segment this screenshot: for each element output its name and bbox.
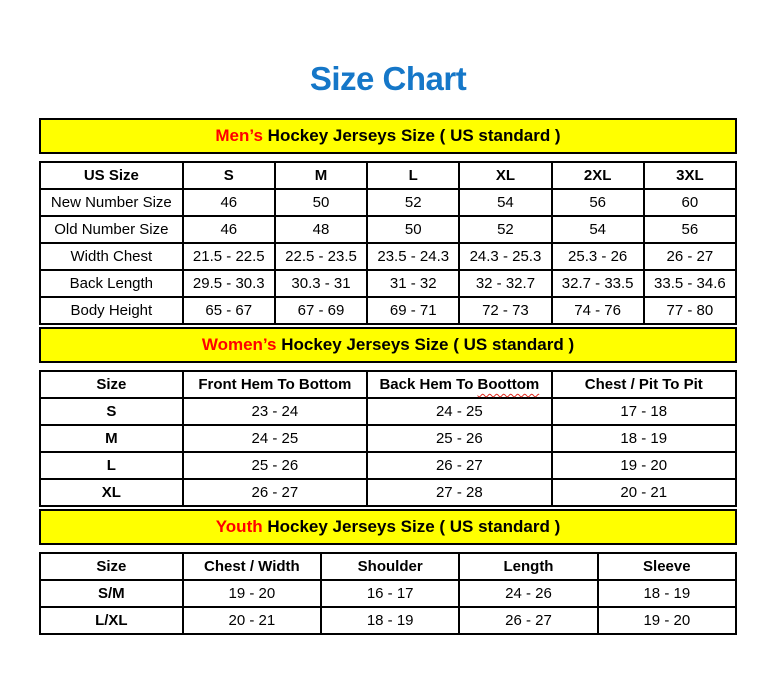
row-label-cell: L/XL [40,607,183,634]
table-cell: 16 - 17 [321,580,459,607]
mens-heading-accent: Men’s [215,126,263,145]
table-cell: 23 - 24 [183,398,367,425]
column-header-cell: L [367,162,459,189]
table-cell: 46 [183,216,275,243]
misspelled-word-squiggle: Boottom [477,376,540,393]
column-header-cell: Shoulder [321,553,459,580]
table-cell: 54 [552,216,644,243]
table-cell: 74 - 76 [552,297,644,324]
table-cell: 46 [183,189,275,216]
column-header-cell: 3XL [644,162,736,189]
table-cell: 22.5 - 23.5 [275,243,367,270]
table-cell: 26 - 27 [367,452,551,479]
table-cell: 31 - 32 [367,270,459,297]
column-header-cell: US Size [40,162,183,189]
table-cell: 26 - 27 [459,607,597,634]
table-cell: 26 - 27 [644,243,736,270]
row-label-cell: XL [40,479,183,506]
table-cell: 24 - 25 [183,425,367,452]
table-row [40,580,736,607]
table-cell: 32.7 - 33.5 [552,270,644,297]
table-cell: 52 [367,189,459,216]
womens-heading-rest: Hockey Jerseys Size ( US standard ) [281,335,575,354]
table-cell: 17 - 18 [552,398,736,425]
row-label-cell: New Number Size [40,189,183,216]
table-cell: 56 [552,189,644,216]
table-row [40,270,736,297]
youth-heading-rest: Hockey Jerseys Size ( US standard ) [267,517,561,536]
table-cell: 23.5 - 24.3 [367,243,459,270]
table-row [40,243,736,270]
table-row [40,479,736,506]
row-label-cell: Back Length [40,270,183,297]
table-cell: 20 - 21 [183,607,321,634]
column-header-cell: S [183,162,275,189]
table-row [40,452,736,479]
table-cell: 29.5 - 30.3 [183,270,275,297]
table-cell: 56 [644,216,736,243]
column-header-cell: M [275,162,367,189]
row-label-cell: S [40,398,183,425]
size-chart [39,118,737,635]
mens-header-row [40,162,736,189]
table-cell: 18 - 19 [598,580,736,607]
mens-section-heading [39,118,737,154]
womens-heading-accent: Women’s [201,335,277,354]
table-cell: 48 [275,216,367,243]
table-row [40,398,736,425]
mens-heading-rest: Hockey Jerseys Size ( US standard ) [267,126,561,145]
table-cell: 19 - 20 [552,452,736,479]
row-label-cell: S/M [40,580,183,607]
table-cell: 26 - 27 [183,479,367,506]
table-cell: 72 - 73 [459,297,551,324]
table-cell: 60 [644,189,736,216]
table-cell: 19 - 20 [598,607,736,634]
youth-size-table [39,552,737,635]
column-header-cell [367,371,551,398]
column-header-cell: Sleeve [598,553,736,580]
row-label-cell: M [40,425,183,452]
table-row [40,607,736,634]
table-cell: 30.3 - 31 [275,270,367,297]
column-header-cell: 2XL [552,162,644,189]
column-header-cell: Chest / Width [183,553,321,580]
table-cell: 18 - 19 [552,425,736,452]
column-header-cell: Chest / Pit To Pit [552,371,736,398]
table-row [40,189,736,216]
table-cell: 25.3 - 26 [552,243,644,270]
table-cell: 69 - 71 [367,297,459,324]
row-label-cell: Old Number Size [40,216,183,243]
table-cell: 27 - 28 [367,479,551,506]
table-cell: 67 - 69 [275,297,367,324]
table-cell: 50 [367,216,459,243]
table-cell: 32 - 32.7 [459,270,551,297]
table-cell: 21.5 - 22.5 [183,243,275,270]
table-cell: 65 - 67 [183,297,275,324]
page-title: Size Chart [309,60,467,97]
column-header-cell: Length [459,553,597,580]
row-label-cell: Body Height [40,297,183,324]
table-row [40,297,736,324]
table-cell: 18 - 19 [321,607,459,634]
womens-section-heading [39,327,737,363]
table-cell: 50 [275,189,367,216]
table-row [40,425,736,452]
womens-header-row [40,371,736,398]
table-row [40,216,736,243]
table-cell: 24 - 26 [459,580,597,607]
table-cell: 25 - 26 [367,425,551,452]
column-header-text: Back Hem To [379,376,474,393]
table-cell: 25 - 26 [183,452,367,479]
row-label-cell: L [40,452,183,479]
row-label-cell: Width Chest [40,243,183,270]
table-cell: 33.5 - 34.6 [644,270,736,297]
youth-heading-accent: Youth [215,517,263,536]
mens-size-table [39,161,737,325]
table-cell: 24.3 - 25.3 [459,243,551,270]
column-header-cell: Size [40,371,183,398]
table-cell: 19 - 20 [183,580,321,607]
table-cell: 24 - 25 [367,398,551,425]
column-header-cell: Size [40,553,183,580]
table-cell: 77 - 80 [644,297,736,324]
table-cell: 52 [459,216,551,243]
table-cell: 54 [459,189,551,216]
youth-header-row [40,553,736,580]
table-cell: 20 - 21 [552,479,736,506]
column-header-cell: XL [459,162,551,189]
youth-section-heading [39,509,737,545]
womens-size-table [39,370,737,507]
column-header-cell: Front Hem To Bottom [183,371,367,398]
